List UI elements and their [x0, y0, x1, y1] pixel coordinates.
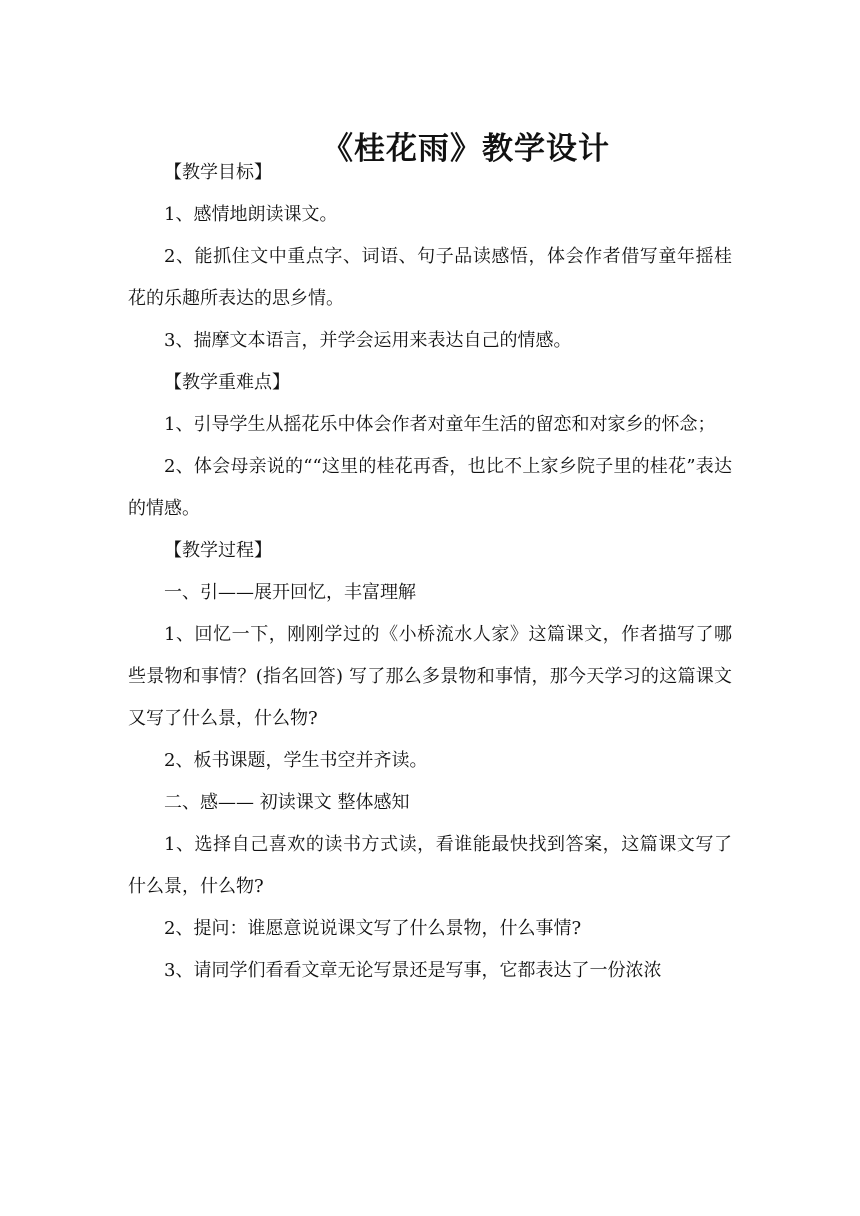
document-body	[128, 152, 732, 992]
goal-item-3: 3、揣摩文本语言，并学会运用来表达自己的情感。	[164, 330, 572, 351]
document-title: 《桂花雨》教学设计	[322, 130, 610, 167]
heading-teaching-goals: 【教学目标】	[164, 162, 272, 183]
goal-item-2: 2、能抓住文中重点字、词语、句子品读感悟，体会作者借写童年摇桂花的乐趣所表达的思乡情。	[128, 246, 732, 309]
section-one-step-1: 1、回忆一下，刚刚学过的《小桥流水人家》这篇课文，作者描写了哪些景物和事情？(指名回答) 写了那么多景物和事情，那今天学习的这篇课文又写了什么景，什么物?	[128, 624, 732, 729]
section-two-step-1: 1、选择自己喜欢的读书方式读，看谁能最快找到答案，这篇课文写了什么景，什么物?	[128, 834, 732, 897]
key-point-1: 1、引导学生从摇花乐中体会作者对童年生活的留恋和对家乡的怀念；	[164, 414, 716, 435]
goal-item-1: 1、感情地朗读课文。	[164, 204, 338, 225]
section-two-step-2: 2、提问：谁愿意说说课文写了什么景物，什么事情?	[164, 918, 582, 939]
heading-key-difficult-points: 【教学重难点】	[164, 372, 290, 393]
section-two-step-3: 3、请同学们看看文章无论写景还是写事，它都表达了一份浓浓	[164, 960, 662, 981]
key-point-2: 2、体会母亲说的““这里的桂花再香，也比不上家乡院子里的桂花”表达的情感。	[128, 456, 732, 519]
section-one-step-2: 2、板书课题，学生书空并齐读。	[164, 750, 428, 771]
section-two-heading: 二、感—— 初读课文 整体感知	[164, 792, 410, 813]
section-one-heading: 一、引——展开回忆，丰富理解	[164, 582, 416, 603]
heading-teaching-process: 【教学过程】	[164, 540, 272, 561]
